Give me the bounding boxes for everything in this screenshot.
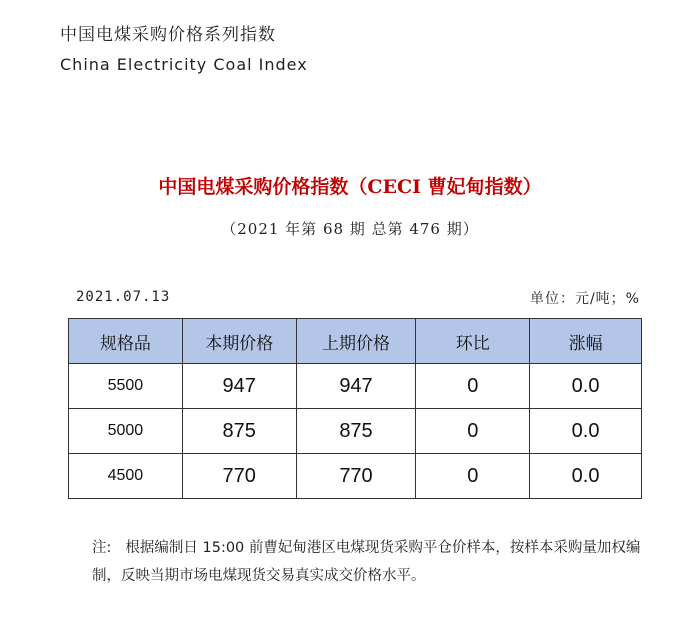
cell-spec: 4500 (69, 454, 183, 499)
table-row (69, 364, 642, 409)
table-row (69, 409, 642, 454)
issue-number: （2021 年第 68 期 总第 476 期） (221, 220, 479, 238)
cell-change: 0 (416, 454, 530, 499)
col-header-pct-change: 涨幅 (530, 319, 642, 364)
footnote-text: 根据编制日 15:00 前曹妃甸港区电煤现货采购平仓价样本，按样本采购量加权编制，反映当期市场电煤现货交易真实成交价格水平。 (92, 540, 641, 584)
cell-previous-price: 875 (296, 409, 416, 454)
cell-pct-change: 0.0 (530, 364, 642, 409)
cell-spec: 5500 (69, 364, 183, 409)
cell-pct-change: 0.0 (530, 409, 642, 454)
col-header-spec: 规格品 (69, 319, 183, 364)
cell-change: 0 (416, 409, 530, 454)
cell-change: 0 (416, 364, 530, 409)
cell-previous-price: 947 (296, 364, 416, 409)
series-title-en: China Electricity Coal Index (60, 55, 308, 74)
footnote-label: 注: (92, 540, 112, 556)
cell-current-price: 770 (182, 454, 296, 499)
table-header-row (69, 319, 642, 364)
col-header-previous-price: 上期价格 (296, 319, 416, 364)
col-header-change: 环比 (416, 319, 530, 364)
report-date: 2021.07.13 (76, 289, 171, 305)
cell-pct-change: 0.0 (530, 454, 642, 499)
series-title-cn: 中国电煤采购价格系列指数 (60, 25, 276, 45)
table-row (69, 454, 642, 499)
footnote (92, 534, 652, 590)
cell-current-price: 947 (182, 364, 296, 409)
unit-label: 单位：元/吨；% (529, 291, 640, 307)
cell-current-price: 875 (182, 409, 296, 454)
price-table (68, 318, 642, 499)
col-header-current-price: 本期价格 (182, 319, 296, 364)
cell-spec: 5000 (69, 409, 183, 454)
cell-previous-price: 770 (296, 454, 416, 499)
report-title: 中国电煤采购价格指数（CECI 曹妃甸指数） (158, 176, 542, 198)
